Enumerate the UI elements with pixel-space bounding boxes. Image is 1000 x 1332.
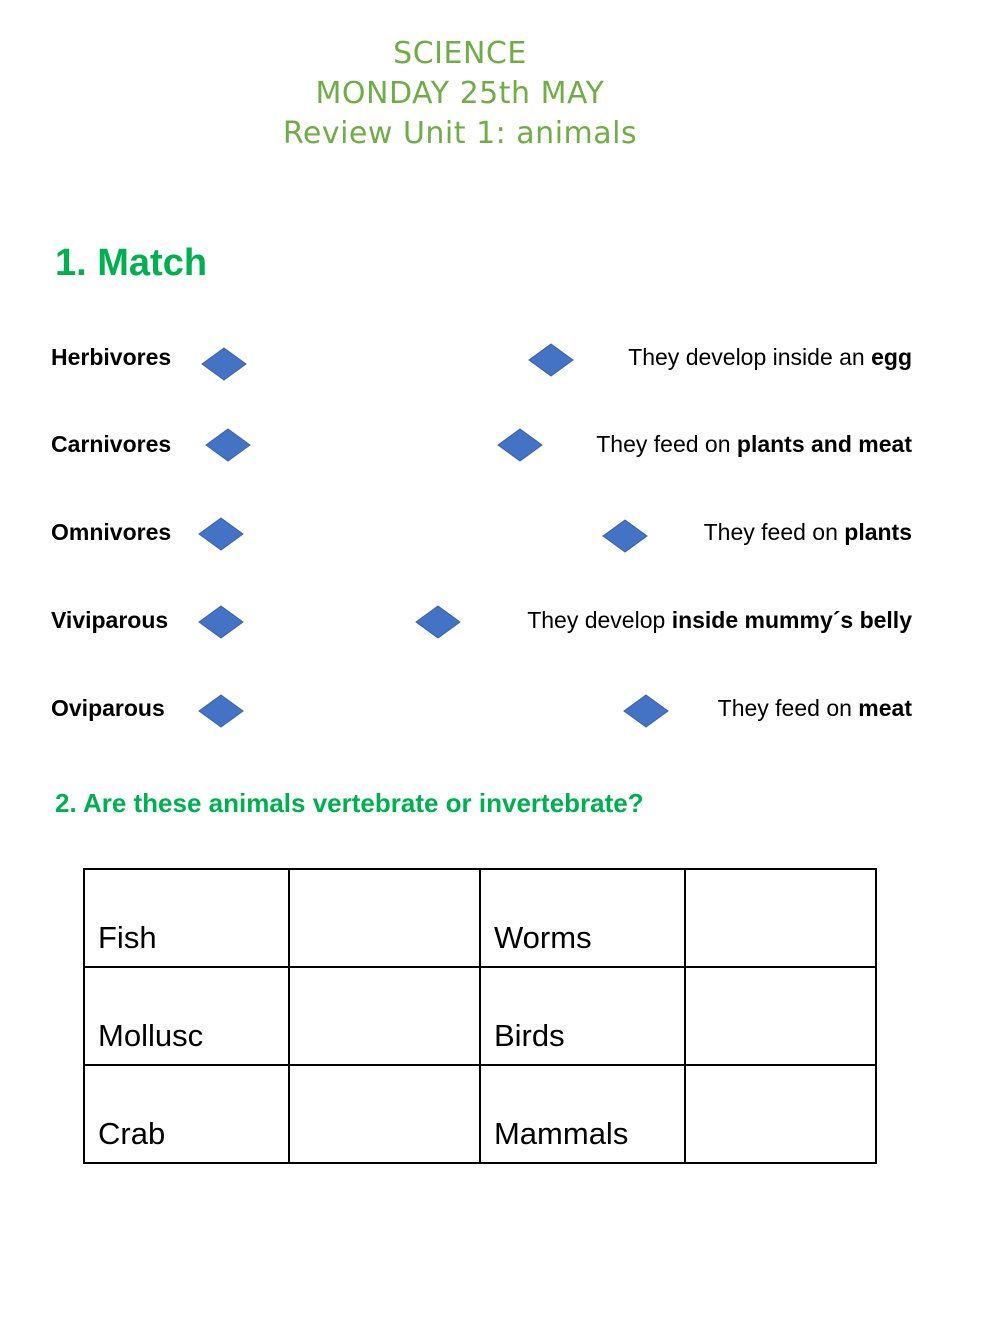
left-diamond-icon[interactable] [205, 428, 251, 462]
right-diamond-icon[interactable] [528, 343, 574, 377]
answer-cell[interactable] [685, 869, 876, 967]
answer-cell[interactable] [289, 1065, 480, 1163]
animal-cell: Mollusc [84, 967, 289, 1065]
right-diamond-icon[interactable] [415, 605, 461, 639]
date-line: MONDAY 25th MAY [315, 76, 605, 111]
animal-cell: Birds [480, 967, 685, 1065]
review-title: Review Unit 1: animals [282, 116, 638, 151]
animal-cell: Worms [480, 869, 685, 967]
definition-egg: They develop inside an egg [628, 344, 912, 370]
classification-table [83, 868, 877, 1164]
animal-cell: Crab [84, 1065, 289, 1163]
left-diamond-icon[interactable] [198, 517, 244, 551]
definition-plants-and-meat: They feed on plants and meat [596, 431, 912, 457]
animal-cell: Fish [84, 869, 289, 967]
table-row [84, 1065, 876, 1163]
term-carnivores: Carnivores [51, 431, 172, 457]
term-oviparous: Oviparous [51, 695, 165, 721]
answer-cell[interactable] [685, 1065, 876, 1163]
table-row [84, 869, 876, 967]
left-diamond-icon[interactable] [198, 694, 244, 728]
answer-cell[interactable] [289, 869, 480, 967]
table-row [84, 967, 876, 1065]
section2-title: 2. Are these animals vertebrate or invertebrate? [55, 788, 644, 818]
subject-title: SCIENCE [393, 36, 527, 71]
worksheet-header [260, 34, 660, 154]
left-diamond-icon[interactable] [198, 605, 244, 639]
animal-cell: Mammals [480, 1065, 685, 1163]
section1-title: 1. Match [55, 242, 208, 284]
definition-meat: They feed on meat [717, 695, 912, 721]
right-diamond-icon[interactable] [623, 694, 669, 728]
definition-belly: They develop inside mummy´s belly [527, 607, 912, 633]
left-diamond-icon[interactable] [201, 347, 247, 381]
term-omnivores: Omnivores [51, 519, 172, 545]
answer-cell[interactable] [685, 967, 876, 1065]
right-diamond-icon[interactable] [602, 519, 648, 553]
definition-plants: They feed on plants [703, 519, 912, 545]
answer-cell[interactable] [289, 967, 480, 1065]
term-viviparous: Viviparous [51, 607, 169, 633]
term-herbivores: Herbivores [51, 344, 172, 370]
right-diamond-icon[interactable] [497, 428, 543, 462]
